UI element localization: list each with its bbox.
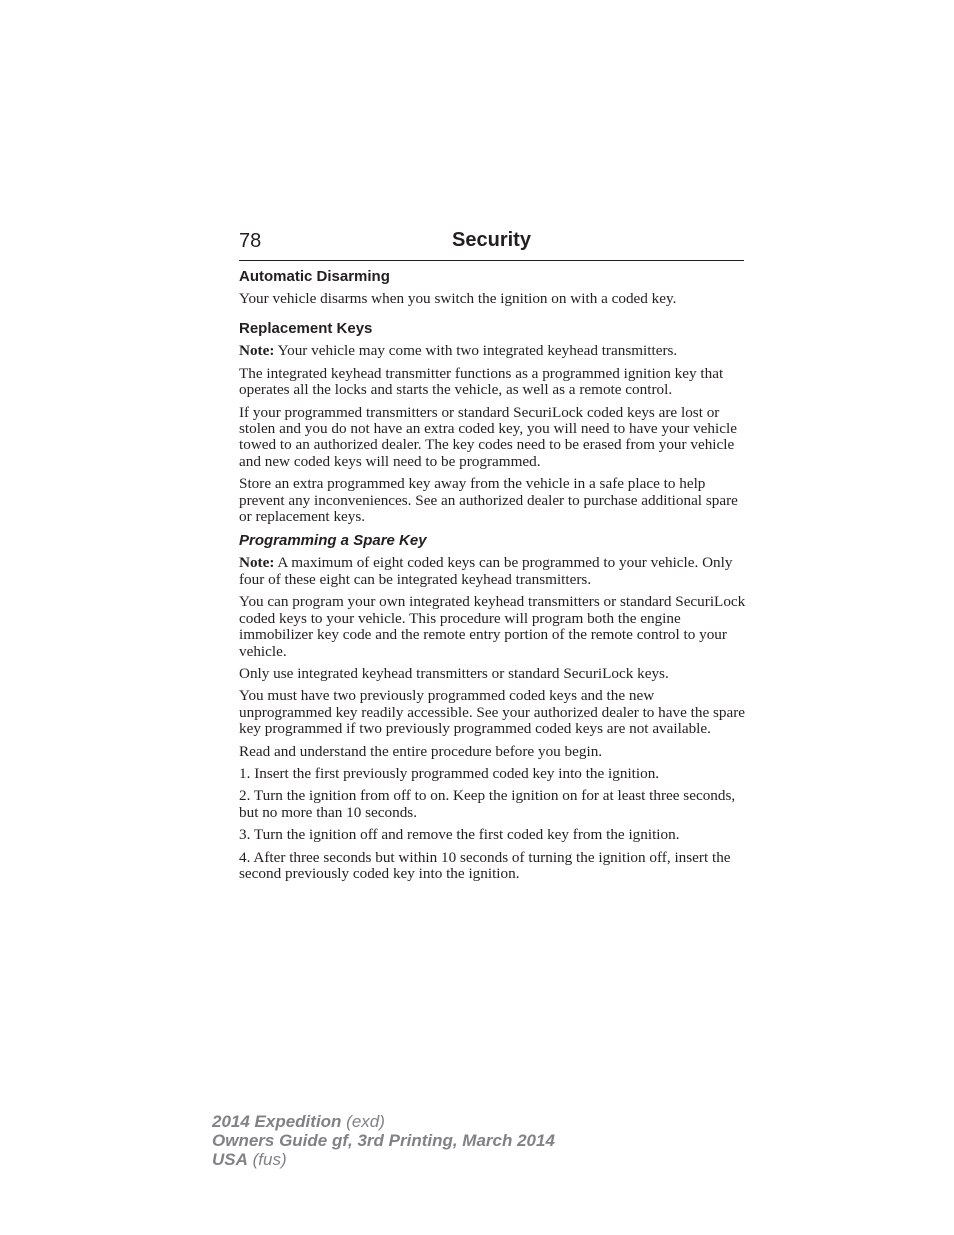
paragraph: You must have two previously programmed coded keys and the new unprogrammed key readily accessible. See your authorized dealer to have the spare key programmed if two previously programmed coded keys are not available. [239,687,746,738]
step-item: 2. Turn the ignition from off to on. Keep the ignition on for at least three seconds, but no more than 10 seconds. [239,787,736,821]
footer-model: 2014 Expedition [212,1112,342,1131]
note-paragraph [239,555,747,588]
note-paragraph [239,343,747,359]
footer-line-1 [212,1112,555,1131]
page-content [239,267,747,888]
heading-programming-spare-key: Programming a Spare Key [239,532,427,550]
footer-line-3 [212,1150,555,1169]
note-label: Note: [239,554,275,572]
footer-market: USA [212,1150,248,1169]
footer-model-code: (exd) [341,1112,385,1131]
paragraph: Only use integrated keyhead transmitters or standard SecuriLock keys. [239,664,669,682]
paragraph: You can program your own integrated keyhead transmitters or standard SecuriLock coded keys to your vehicle. This procedure will program both the engine immobilizer key code and the remote entry portion of the remote control to your vehicle. [239,593,746,660]
step-item: 4. After three seconds but within 10 seconds of turning the ignition off, insert the second previously coded key into the ignition. [239,848,731,882]
heading-automatic-disarming: Automatic Disarming [239,268,390,285]
footer-guide: Owners Guide gf, 3rd Printing, March 2014 [212,1131,555,1150]
heading-replacement-keys: Replacement Keys [239,320,373,338]
step-item: 3. Turn the ignition off and remove the first coded key from the ignition. [239,826,680,844]
paragraph: The integrated keyhead transmitter functions as a programmed ignition key that operates all the locks and starts the vehicle, as well as a remote control. [239,364,724,399]
footer-line-2 [212,1131,555,1150]
note-text: Your vehicle may come with two integrated keyhead transmitters. [274,342,678,360]
note-label: Note: [239,342,275,360]
paragraph: Your vehicle disarms when you switch the ignition on with a coded key. [239,290,677,307]
page-number: 78 [239,230,262,252]
paragraph: Read and understand the entire procedure before you begin. [239,742,603,760]
section-title: Security [452,229,531,251]
step-item: 1. Insert the first previously programmed coded key into the ignition. [239,764,660,782]
paragraph: Store an extra programmed key away from the vehicle in a safe place to help prevent any inconveniences. See an authorized dealer to purchase additional spare or replacement keys. [239,475,738,526]
note-text: A maximum of eight coded keys can be programmed to your vehicle. Only four of these eight can be integrated keyhead transmitters. [239,554,733,588]
paragraph: If your programmed transmitters or standard SecuriLock coded keys are lost or stolen and you do not have an extra coded key, you will need to have your vehicle towed to an authorized dealer. The key codes need to be erased from your vehicle and new coded keys will need to be programmed. [239,403,737,470]
page-header [239,229,744,261]
page-footer [212,1112,555,1169]
footer-market-code: (fus) [247,1150,287,1169]
